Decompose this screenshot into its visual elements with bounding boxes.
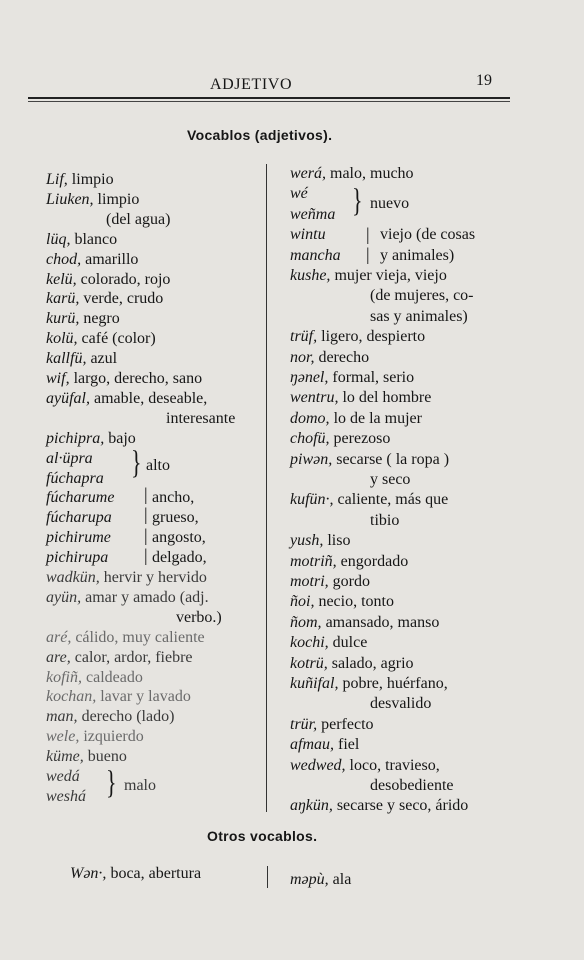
brace-alto: }	[131, 443, 142, 481]
entry-line	[46, 190, 139, 210]
entry-line	[290, 756, 440, 776]
definition: interesante	[166, 409, 236, 427]
headword: ñoi,	[290, 593, 315, 611]
entry-line	[370, 694, 431, 714]
definition: caliente, más que	[333, 491, 449, 509]
entry-line	[46, 449, 93, 469]
entry-line	[290, 205, 335, 225]
entry-line	[46, 369, 202, 389]
entry-line	[370, 286, 474, 306]
headword: yush,	[290, 532, 324, 550]
entry-line	[370, 307, 468, 327]
entry-line	[290, 796, 468, 816]
definition: (del agua)	[106, 210, 171, 228]
entry-line	[290, 184, 308, 204]
entry-line	[290, 613, 439, 633]
definition: perfecto	[317, 715, 374, 733]
definition: amar y amado (adj.	[81, 588, 209, 606]
headword: wintu	[290, 226, 326, 244]
definition: mujer vieja, viejo	[330, 267, 447, 284]
definition: boca, abertura	[106, 865, 202, 882]
entry-line	[46, 668, 143, 688]
definition: izquierdo	[79, 728, 144, 746]
headword: kolü,	[46, 330, 78, 348]
section-title-adjectives: Vocablos (adjetivos).	[187, 127, 333, 143]
entry-line	[290, 368, 414, 388]
headword: kofiñ,	[46, 668, 82, 686]
entry-line	[46, 389, 207, 409]
headword: kochi,	[290, 634, 329, 652]
definition: amansado, manso	[321, 613, 440, 631]
entry-line	[166, 409, 235, 429]
headword: ayüfal,	[46, 389, 90, 407]
headword: pichirupa	[46, 549, 109, 567]
entry-line	[46, 628, 205, 648]
entry-line	[46, 528, 206, 548]
definition: delgado,	[152, 549, 207, 567]
definition: necio, tonto	[314, 593, 394, 611]
brace-bar: |	[366, 244, 370, 264]
definition: liso	[323, 532, 351, 550]
definition: perezoso	[329, 430, 391, 448]
definition: hervir y hervido	[99, 569, 207, 586]
headword: kelü,	[46, 270, 77, 288]
entry-line	[370, 776, 454, 796]
definition: café (color)	[77, 330, 156, 348]
brace-malo: }	[106, 763, 117, 801]
headword: man,	[46, 708, 78, 726]
headword: lüq,	[46, 230, 71, 248]
definition: blanco	[70, 230, 118, 248]
headword: Liuken,	[46, 190, 94, 208]
definition: bajo	[104, 429, 136, 447]
definition: secarse y seco, árido	[332, 797, 469, 815]
definition: engordado	[336, 552, 409, 570]
entry-line	[46, 568, 207, 588]
headword: wif,	[46, 370, 70, 387]
definition: tibio	[370, 511, 400, 529]
headword: motriñ,	[290, 552, 337, 570]
entry-line	[46, 170, 114, 190]
headword: məpù,	[290, 871, 329, 888]
definition: ligero, despierto	[317, 328, 426, 346]
definition: derecho	[314, 348, 370, 366]
headword: wentru,	[290, 389, 339, 407]
entry-line	[46, 787, 86, 807]
definition: dulce	[328, 634, 368, 652]
entry-line	[290, 246, 455, 266]
headword: mancha	[290, 246, 341, 264]
entry-line	[46, 429, 136, 449]
headword: nor,	[290, 348, 315, 366]
headword: chod,	[46, 250, 82, 268]
entry-line	[46, 707, 174, 727]
headword: fúcharume	[46, 489, 115, 507]
headword: chofü,	[290, 430, 330, 448]
headword: fúchapra	[46, 469, 104, 487]
entry-line	[46, 309, 120, 329]
headword: pichipra,	[46, 429, 105, 447]
entry-line	[290, 531, 350, 551]
entry-line	[290, 674, 448, 694]
entry-line	[176, 608, 222, 628]
entry-line	[290, 735, 359, 755]
brace-bar: |	[144, 484, 148, 504]
definition: fiel	[334, 736, 360, 754]
entry-line	[46, 588, 209, 608]
column-divider	[266, 164, 267, 812]
definition: amarillo	[81, 250, 139, 268]
definition: loco, travieso,	[345, 756, 440, 774]
entry-line	[290, 450, 449, 470]
headword: wadkün,	[46, 569, 100, 586]
definition: lo de la mujer	[329, 409, 422, 427]
headword: are,	[46, 648, 71, 666]
headword: weshá	[46, 787, 86, 805]
definition: secarse ( la ropa )	[332, 450, 450, 468]
column-divider-bottom	[267, 866, 268, 888]
definition: gordo	[328, 573, 370, 590]
headword: ñom,	[290, 613, 322, 631]
brace-label-alto: alto	[146, 457, 170, 474]
definition: malo, mucho	[326, 165, 414, 182]
brace-bar: |	[366, 224, 370, 244]
entry-line	[290, 592, 394, 612]
headword: kallfü,	[46, 350, 87, 368]
headword: wedwed,	[290, 756, 346, 774]
headword: afmau,	[290, 736, 334, 754]
entry-line	[290, 409, 422, 429]
definition: verbo.)	[176, 608, 222, 626]
headword: wedá	[46, 768, 80, 785]
definition: y seco	[370, 471, 411, 488]
entry-line	[46, 648, 193, 668]
headword: werá,	[290, 165, 326, 182]
brace-bar: |	[144, 504, 148, 524]
entry-line	[46, 767, 80, 787]
headword: kurü,	[46, 310, 80, 328]
entry-line	[106, 210, 170, 230]
entry-line	[46, 349, 117, 369]
definition: limpio	[67, 171, 114, 188]
headword: ŋənel,	[290, 369, 329, 386]
headword: ayün,	[46, 588, 82, 606]
definition: lavar y lavado	[96, 688, 191, 706]
definition: negro	[79, 310, 120, 328]
entry-line	[46, 727, 144, 747]
entry-line	[46, 488, 195, 508]
headword: kuñifal,	[290, 675, 339, 692]
definition: cálido, muy caliente	[71, 628, 205, 646]
entry-line	[290, 572, 370, 592]
entry-line	[290, 633, 367, 653]
entry-line	[290, 327, 425, 347]
entry-line	[370, 470, 410, 490]
entry-line	[370, 511, 399, 531]
headword: motri,	[290, 573, 329, 590]
entry-line	[46, 230, 117, 250]
definition: bueno	[83, 748, 127, 766]
definition: pobre, huérfano,	[338, 675, 448, 692]
brace-label-nuevo: nuevo	[370, 195, 410, 212]
definition: grueso,	[152, 509, 199, 527]
headword: Lif,	[46, 171, 68, 188]
entry-line	[46, 250, 138, 270]
entry-line	[46, 687, 191, 707]
headword: wele,	[46, 728, 80, 746]
page-number: 19	[476, 72, 492, 89]
headword: fúcharupa	[46, 509, 112, 527]
definition: ancho,	[152, 489, 195, 507]
brace-bar: |	[144, 545, 148, 565]
other-entry-left	[70, 864, 201, 884]
definition: verde, crudo	[79, 290, 164, 308]
brace-nuevo: }	[352, 181, 363, 219]
definition: sas y animales)	[370, 307, 468, 325]
headword: kochan,	[46, 688, 97, 706]
brace-label-malo: malo	[124, 777, 156, 794]
entry-line	[290, 654, 414, 674]
entry-line	[290, 266, 447, 286]
running-header: ADJETIVO	[210, 76, 293, 93]
entry-line	[46, 270, 170, 290]
definition: azul	[86, 350, 118, 368]
definition: limpio	[93, 190, 140, 208]
headword: wé	[290, 185, 308, 203]
headword: pichirume	[46, 529, 111, 547]
definition: desvalido	[370, 695, 432, 713]
entry-line	[290, 388, 431, 408]
headword: domo,	[290, 409, 330, 427]
definition: viejo (de cosas	[380, 226, 476, 244]
headword: piwən,	[290, 450, 333, 468]
entry-line	[46, 548, 207, 568]
headword: weñma	[290, 205, 336, 223]
definition: salado, agrio	[327, 654, 414, 672]
entry-line	[46, 469, 104, 489]
entry-line	[46, 329, 156, 349]
definition: colorado, rojo	[76, 270, 171, 288]
headword: karü,	[46, 290, 80, 308]
definition: caldeado	[82, 668, 143, 686]
headword: trür,	[290, 715, 318, 733]
headword: kotrü,	[290, 654, 328, 672]
entry-line	[290, 552, 408, 572]
other-entry-right	[290, 870, 351, 890]
headword: kufün·,	[290, 491, 334, 509]
headword: küme,	[46, 748, 84, 766]
entry-line	[46, 508, 199, 528]
headword: aŋkün,	[290, 797, 333, 815]
entry-line	[290, 490, 448, 510]
entry-line	[290, 715, 374, 735]
headword: Wən·,	[70, 865, 107, 882]
header-rule-thin	[28, 101, 510, 102]
entry-line	[290, 429, 390, 449]
definition: formal, serio	[328, 369, 415, 386]
header-rule	[28, 97, 510, 99]
entry-line	[46, 289, 163, 309]
entry-line	[290, 225, 476, 245]
headword: aré,	[46, 628, 72, 646]
brace-bar: |	[144, 525, 148, 545]
definition: largo, derecho, sano	[69, 370, 203, 387]
definition: amable, deseable,	[90, 389, 208, 407]
headword: trüf,	[290, 328, 318, 346]
headword: kushe,	[290, 267, 331, 284]
definition: (de mujeres, co-	[370, 287, 474, 305]
definition: lo del hombre	[338, 389, 432, 407]
definition: y animales)	[380, 246, 455, 264]
definition: derecho (lado)	[77, 708, 175, 726]
section-title-other: Otros vocablos.	[207, 828, 318, 844]
definition: desobediente	[370, 777, 454, 794]
headword: al·üpra	[46, 449, 93, 467]
definition: angosto,	[152, 529, 206, 547]
definition: ala	[328, 871, 352, 888]
entry-line	[290, 348, 369, 368]
definition: calor, ardor, fiebre	[70, 648, 193, 666]
